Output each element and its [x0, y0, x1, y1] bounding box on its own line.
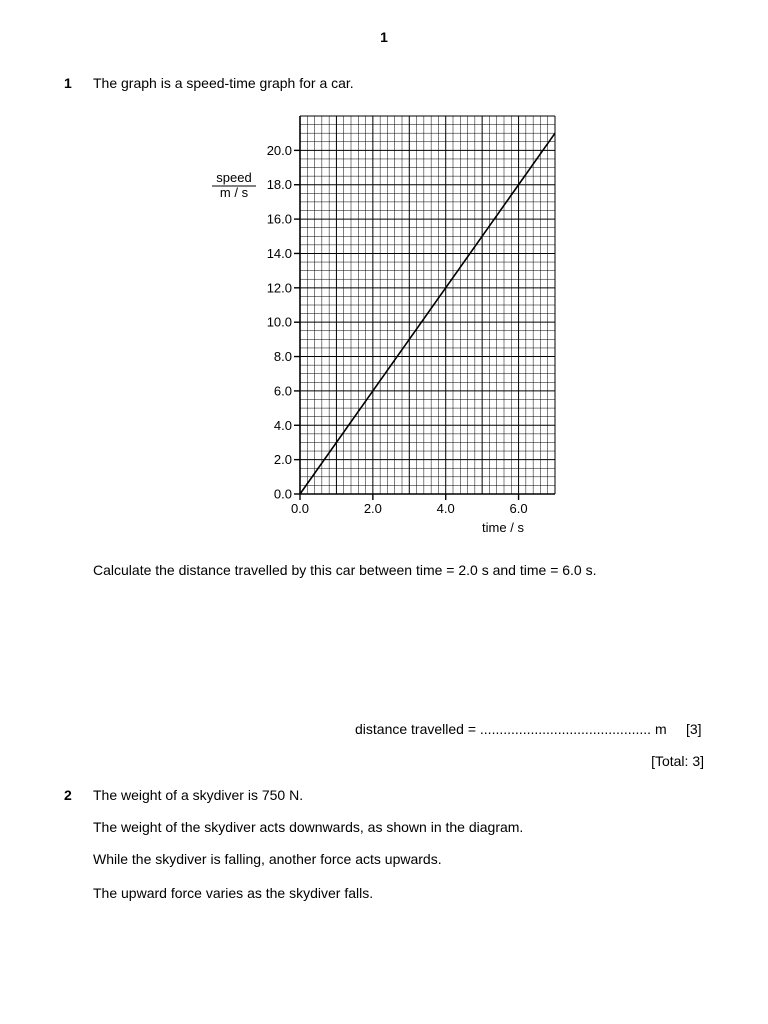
question-2-number: 2 [64, 787, 72, 803]
y-tick-label: 4.0 [273, 417, 292, 433]
question-1-intro: The graph is a speed-time graph for a car. [93, 75, 354, 91]
y-tick-label: 2.0 [273, 452, 292, 468]
y-tick-label: 12.0 [266, 280, 292, 296]
answer-line [355, 721, 667, 737]
y-axis-label-quantity: speed [216, 170, 252, 185]
y-tick-label: 16.0 [266, 211, 292, 227]
x-tick-label: 0.0 [290, 501, 310, 516]
y-tick-label: 8.0 [273, 349, 292, 365]
answer-label: distance travelled = [355, 721, 480, 737]
question-2-line-3: While the skydiver is falling, another force acts upwards. [93, 851, 442, 867]
question-1-number: 1 [64, 75, 72, 91]
x-tick-label: 6.0 [509, 501, 528, 516]
answer-unit: m [651, 721, 667, 737]
page-number: 1 [380, 29, 388, 45]
question-1-prompt: Calculate the distance travelled by this car between time = 2.0 s and time = 6.0 s. [93, 562, 597, 578]
y-tick-label: 14.0 [266, 245, 292, 261]
question-2-line-1: The weight of a skydiver is 750 N. [93, 787, 304, 803]
y-axis-label-unit: m / s [219, 185, 249, 200]
grid-minor [300, 116, 555, 494]
x-tick-label: 4.0 [436, 501, 455, 516]
y-tick-label: 20.0 [266, 142, 292, 158]
question-1-total: [Total: 3] [651, 753, 704, 769]
question-2-line-4: The upward force varies as the skydiver falls. [93, 885, 374, 901]
x-tick-label: 2.0 [363, 501, 382, 516]
y-tick-label: 6.0 [273, 383, 292, 399]
x-axis-label: time / s [482, 520, 524, 535]
answer-blank[interactable]: ............................................ [479, 721, 652, 737]
y-tick-label: 18.0 [266, 177, 292, 193]
y-tick-label: 0.0 [273, 486, 292, 502]
question-2-line-2: The weight of the skydiver acts downwards, as shown in the diagram. [93, 819, 524, 835]
speed-time-graph [200, 108, 570, 540]
question-1-marks: [3] [686, 721, 702, 737]
y-tick-label: 10.0 [266, 314, 292, 330]
